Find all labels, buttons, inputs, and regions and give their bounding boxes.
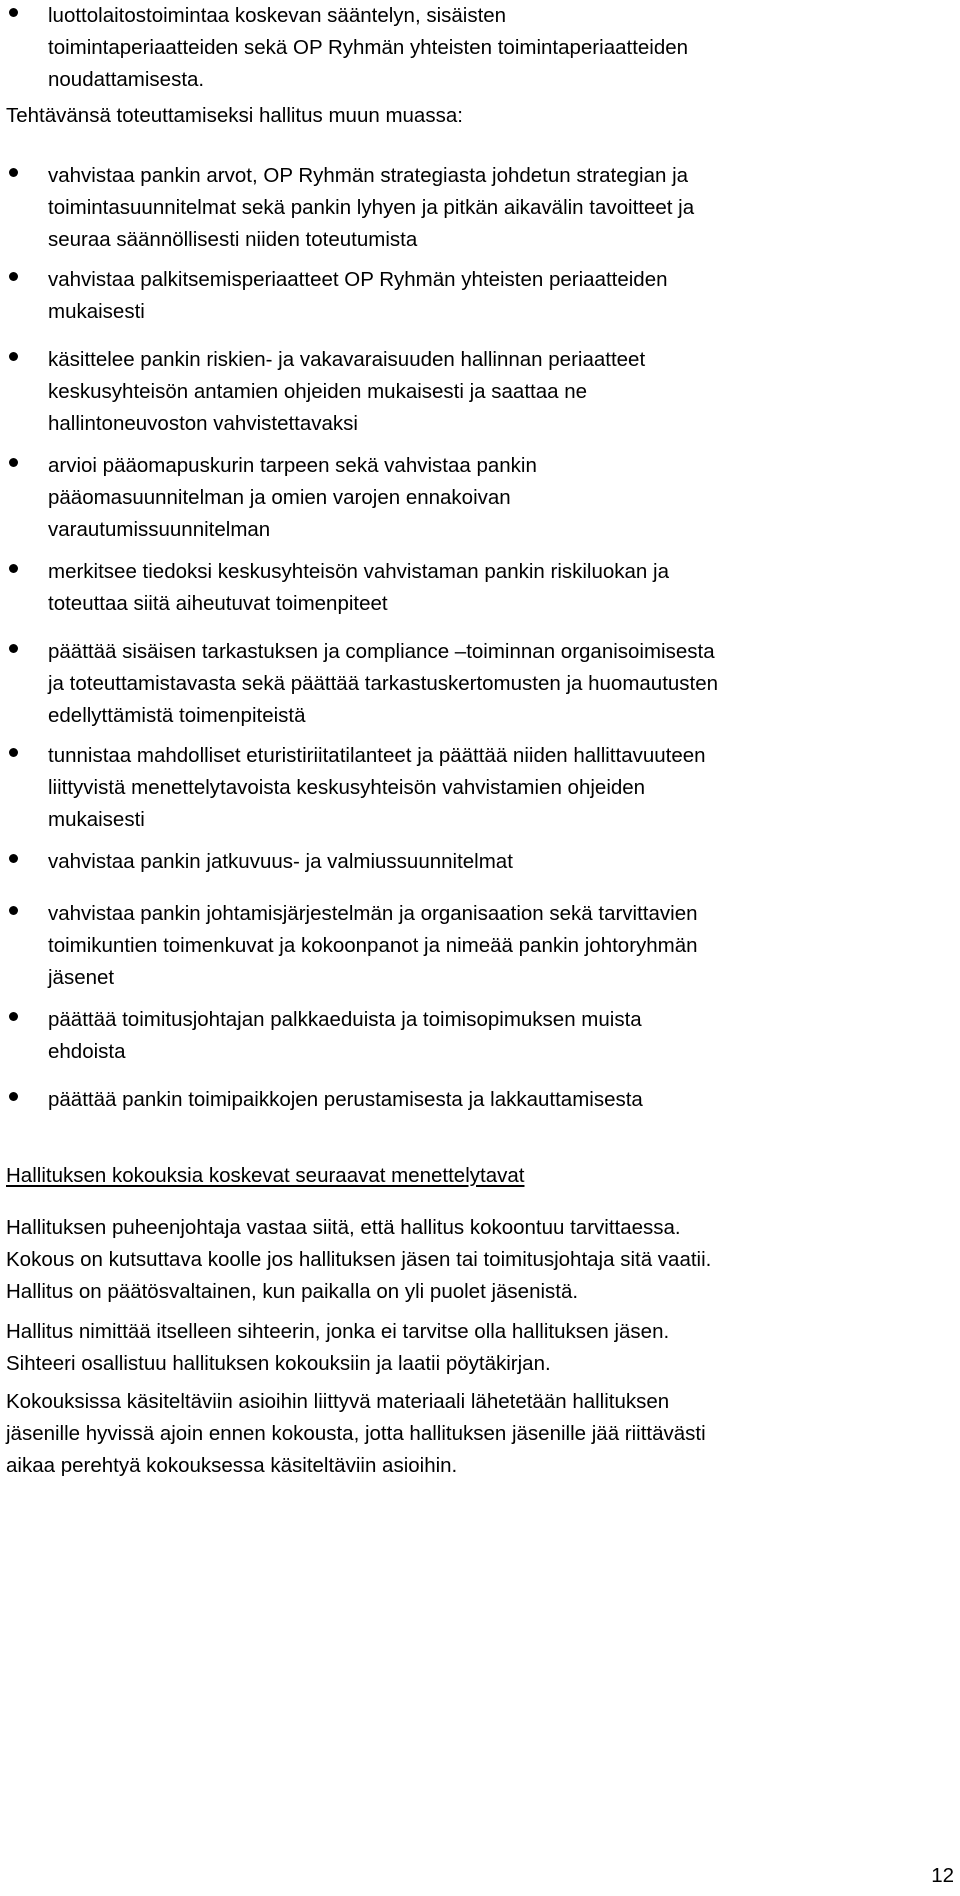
task-text: päättää sisäisen tarkastuksen ja compliance –toiminnan organisoimisesta ja toteuttamistavasta sekä päättää tarkastuskertomusten ja huomautusten edellyttämistä toimenpiteistä bbox=[48, 640, 719, 727]
task-text: päättää pankin toimipaikkojen perustamisesta ja lakkauttamisesta bbox=[48, 1088, 643, 1111]
task-text: tunnistaa mahdolliset eturistiriitatilanteet ja päättää niiden hallittavuuteen liittyvistä menettelytavoista keskusyhteisön vahvistamien ohjeiden mukaisesti bbox=[48, 744, 706, 831]
tasks-intro: Tehtävänsä toteuttamiseksi hallitus muun muassa: bbox=[6, 104, 463, 127]
bullet-icon bbox=[9, 8, 18, 17]
page-number: 12 bbox=[931, 1864, 954, 1887]
bullet-icon bbox=[9, 458, 18, 467]
task-text: vahvistaa pankin johtamisjärjestelmän ja organisaation sekä tarvittavien toimikuntien toimenkuvat ja kokoonpanot ja nimeää pankin johtoryhmän jäsenet bbox=[48, 902, 698, 989]
bullet-icon bbox=[9, 1012, 18, 1021]
paragraph: Hallituksen puheenjohtaja vastaa siitä, että hallitus kokoontuu tarvittaessa. Kokous on kutsuttava koolle jos hallituksen jäsen tai toimitusjohtaja sitä vaatii. Hallitus on päätösvaltainen, kun paikalla on yli puolet jäsenistä. bbox=[6, 1216, 712, 1303]
bullet-icon bbox=[9, 854, 18, 863]
task-text: päättää toimitusjohtajan palkkaeduista ja toimisopimuksen muista ehdoista bbox=[48, 1008, 642, 1063]
bullet-icon bbox=[9, 1092, 18, 1101]
bullet-icon bbox=[9, 168, 18, 177]
intro-bullet-text: luottolaitostoimintaa koskevan sääntelyn, sisäisten toimintaperiaatteiden sekä OP Ryhmän yhteisten toimintaperiaatteiden noudattamisesta. bbox=[48, 4, 689, 91]
bullet-icon bbox=[9, 352, 18, 361]
task-text: vahvistaa pankin jatkuvuus- ja valmiussuunnitelmat bbox=[48, 850, 513, 873]
task-text: käsittelee pankin riskien- ja vakavaraisuuden hallinnan periaatteet keskusyhteisön antamien ohjeiden mukaisesti ja saattaa ne hallintoneuvoston vahvistettavaksi bbox=[48, 348, 646, 435]
paragraph: Hallitus nimittää itselleen sihteerin, jonka ei tarvitse olla hallituksen jäsen. Sihteeri osallistuu hallituksen kokouksiin ja laatii pöytäkirjan. bbox=[6, 1320, 670, 1375]
bullet-icon bbox=[9, 564, 18, 573]
task-text: merkitsee tiedoksi keskusyhteisön vahvistaman pankin riskiluokan ja toteuttaa siitä aiheutuvat toimenpiteet bbox=[48, 560, 669, 615]
paragraph: Kokouksissa käsiteltäviin asioihin liittyvä materiaali lähetetään hallituksen jäsenille hyvissä ajoin ennen kokousta, jotta hallituksen jäsenille jää riittävästi aikaa perehtyä kokouksessa käsiteltäviin asioihin. bbox=[6, 1390, 706, 1477]
task-text: vahvistaa palkitsemisperiaatteet OP Ryhmän yhteisten periaatteiden mukaisesti bbox=[48, 268, 668, 323]
bullet-icon bbox=[9, 906, 18, 915]
task-text: arvioi pääomapuskurin tarpeen sekä vahvistaa pankin pääomasuunnitelman ja omien varojen ennakoivan varautumissuunnitelman bbox=[48, 454, 537, 541]
bullet-icon bbox=[9, 272, 18, 281]
task-text: vahvistaa pankin arvot, OP Ryhmän strategiasta johdetun strategian ja toimintasuunnitelmat sekä pankin lyhyen ja pitkän aikavälin tavoitteet ja seuraa säännöllisesti niiden toteutumista bbox=[48, 164, 695, 251]
section-heading: Hallituksen kokouksia koskevat seuraavat menettelytavat bbox=[6, 1164, 525, 1187]
bullet-icon bbox=[9, 748, 18, 757]
bullet-icon bbox=[9, 644, 18, 653]
